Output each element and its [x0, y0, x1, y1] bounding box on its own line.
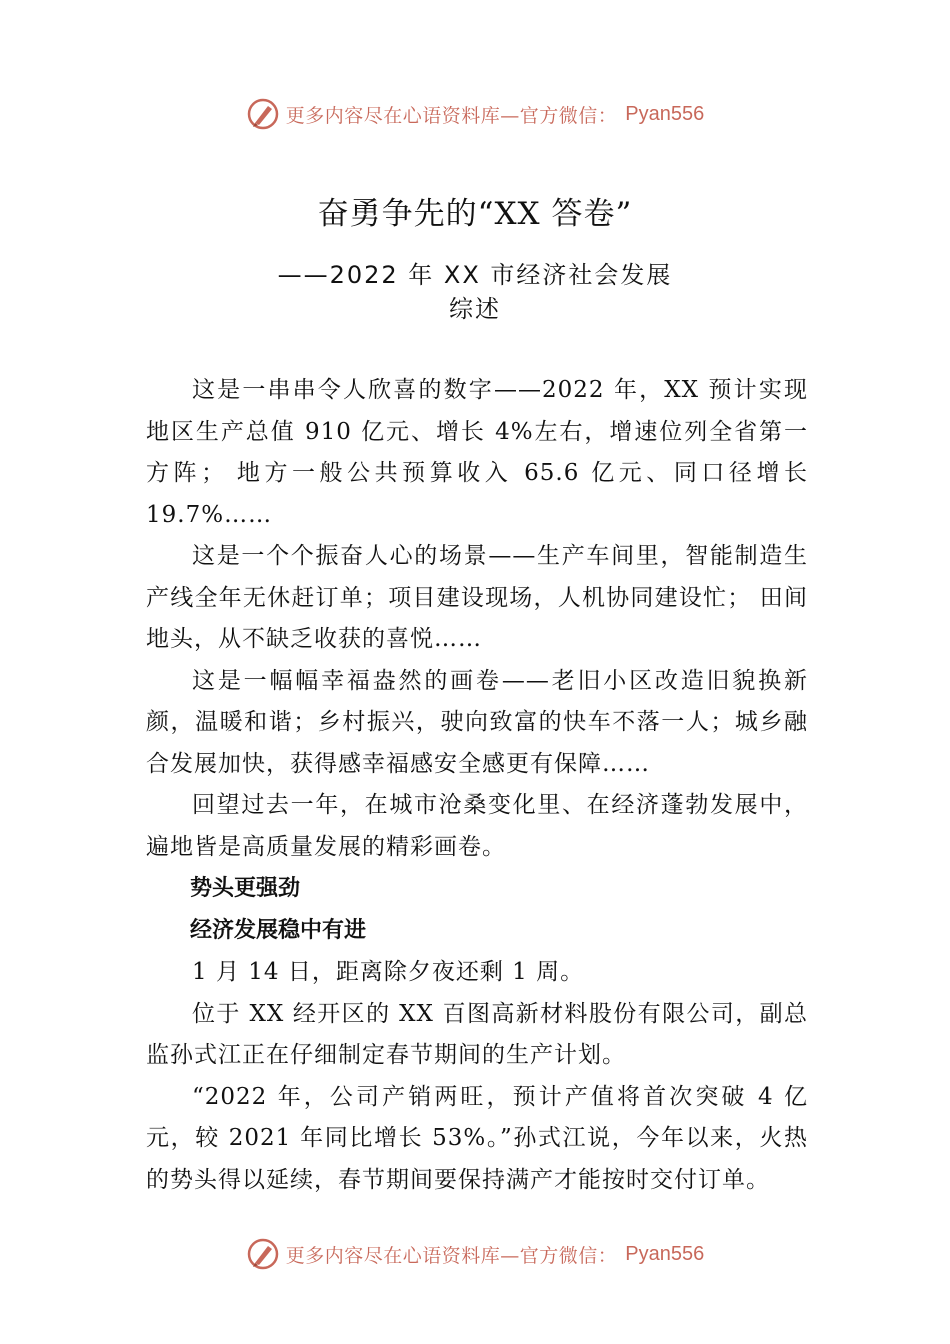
- pen-logo-icon: [246, 97, 280, 131]
- section-subheading: 经济发展稳中有进: [190, 918, 367, 943]
- paragraph: “2022 年，公司产销两旺，预计产值将首次突破 4 亿元，较 2021 年同比增长 53%。”孙式江说，今年以来，火热的势头得以延续，春节期间要保持满产才能按时交付订单。: [146, 1083, 808, 1193]
- paragraph: 这是一串串令人欣喜的数字——2022 年，XX 预计实现地区生产总值 910 亿元、增长 4%左右，增速位列全省第一方阵； 地方一般公共预算收入 65.6 亿元、同口径增长 19.7%……: [146, 377, 808, 528]
- pen-logo-icon: [246, 1237, 280, 1271]
- paragraph: 1 月 14 日，距离除夕夜还剩 1 周。: [192, 959, 585, 985]
- document-subtitle: ——2022 年 XX 市经济社会发展综述: [277, 261, 673, 323]
- paragraph: 这是一幅幅幸福盎然的画卷——老旧小区改造旧貌换新颜，温暖和谐；乡村振兴，驶向致富的快车不落一人；城乡融合发展加快，获得感幸福感安全感更有保障……: [146, 667, 808, 777]
- watermark-text: 更多内容尽在心语资料库—官方微信：: [285, 1244, 618, 1267]
- watermark-handle: Pyan556: [625, 1242, 705, 1265]
- section-heading: 势头更强劲: [190, 876, 301, 901]
- watermark-handle: Pyan556: [625, 102, 705, 125]
- paragraph: 回望过去一年，在城市沧桑变化里、在经济蓬勃发展中，遍地皆是高质量发展的精彩画卷。: [146, 792, 808, 860]
- document-body: [146, 370, 808, 1201]
- paragraph: 这是一个个振奋人心的场景——生产车间里，智能制造生产线全年无休赶订单；项目建设现场，人机协同建设忙； 田间地头，从不缺乏收获的喜悦……: [146, 543, 808, 652]
- document-title: 奋勇争先的“XX 答卷”: [317, 196, 633, 232]
- watermark-header: [0, 94, 950, 134]
- watermark-footer: [0, 1234, 950, 1274]
- paragraph: 位于 XX 经开区的 XX 百图高新材料股份有限公司，副总监孙式江正在仔细制定春节期间的生产计划。: [146, 1000, 808, 1068]
- watermark-text: 更多内容尽在心语资料库—官方微信：: [285, 104, 618, 127]
